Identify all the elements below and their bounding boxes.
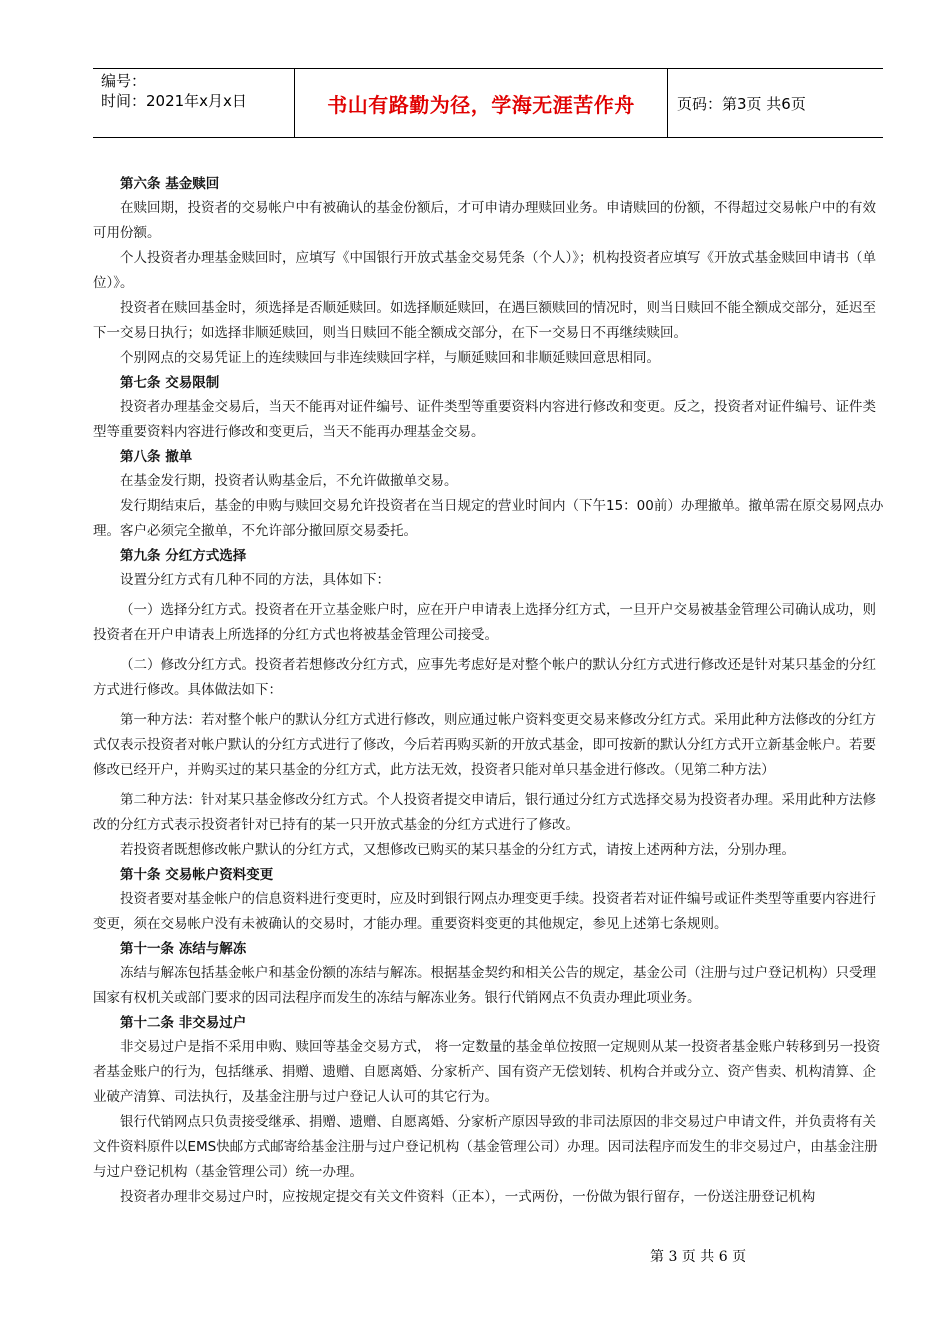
page-footer: 第 3 页 共 6 页 — [650, 1249, 747, 1265]
section-title: 第七条 交易限制 — [120, 375, 220, 391]
paragraph: 在赎回期，投资者的交易帐户中有被确认的基金份额后，才可申请办理赎回业务。申请赎回的份额，不得超过交易帐户中的有效可用份额。 — [93, 200, 876, 241]
paragraph: 若投资者既想修改帐户默认的分红方式，又想修改已购买的某只基金的分红方式，请按上述两种方法，分别办理。 — [120, 842, 795, 858]
section-title: 第十条 交易帐户资料变更 — [120, 867, 274, 883]
paragraph: 在基金发行期，投资者认购基金后，不允许做撤单交易。 — [120, 473, 458, 489]
paragraph: 发行期结束后，基金的申购与赎回交易允许投资者在当日规定的营业时间内（下午15：00前）办理撤单。撤单需在原交易网点办理。客户必须完全撤单，不允许部分撤回原交易委托。 — [93, 498, 884, 539]
paragraph: 投资者在赎回基金时，须选择是否顺延赎回。如选择顺延赎回，在遇巨额赎回的情况时，则当日赎回不能全额成交部分，延迟至下一交易日执行；如选择非顺延赎回，则当日赎回不能全额成交部分，在下一交易日不再继续赎回。 — [93, 300, 876, 341]
paragraph: 个别网点的交易凭证上的连续赎回与非连续赎回字样，与顺延赎回和非顺延赎回意思相同。 — [120, 350, 660, 366]
paragraph: 第二种方法：针对某只基金修改分红方式。个人投资者提交申请后，银行通过分红方式选择交易为投资者办理。采用此种方法修改的分红方式表示投资者针对已持有的某一只开放式基金的分红方式进行了修改。 — [93, 792, 876, 833]
section-title: 第六条 基金赎回 — [120, 176, 220, 192]
paragraph: 非交易过户是指不采用申购、赎回等基金交易方式， 将一定数量的基金单位按照一定规则从某一投资者基金账户转移到另一投资者基金账户的行为，包括继承、捐赠、遗赠、自愿离婚、分家析产、国有资产无偿划转、机构合并或分立、资产售卖、机构清算、企业破产清算、司法执行，及基金注册与过户登记人认可的其它行为。 — [93, 1039, 881, 1105]
paragraph: 设置分红方式有几种不同的方法，具体如下： — [120, 572, 390, 588]
paragraph: 投资者要对基金帐户的信息资料进行变更时，应及时到银行网点办理变更手续。投资者若对证件编号或证件类型等重要内容进行变更，须在交易帐户没有未被确认的交易时，才能办理。重要资料变更的其他规定，参见上述第七条规则。 — [93, 891, 876, 932]
paragraph: 银行代销网点只负责接受继承、捐赠、遗赠、自愿离婚、分家析产原因导致的非司法原因的非交易过户申请文件，并负责将有关文件资料原件以EMS快邮方式邮寄给基金注册与过户登记机构（基金管理公司）办理。因司法程序而发生的非交易过户，由基金注册与过户登记机构（基金管理公司）统一办理。 — [93, 1114, 878, 1180]
paragraph: （一）选择分红方式。投资者在开立基金账户时，应在开户申请表上选择分红方式，一旦开户交易被基金管理公司确认成功，则投资者在开户申请表上所选择的分红方式也将被基金管理公司接受。 — [93, 602, 876, 643]
document-body — [93, 172, 885, 1210]
paragraph: 个人投资者办理基金赎回时，应填写《中国银行开放式基金交易凭条（个人）》；机构投资者应填写《开放式基金赎回申请书（单位）》。 — [93, 250, 876, 291]
paragraph: 第一种方法：若对整个帐户的默认分红方式进行修改，则应通过帐户资料变更交易来修改分红方式。采用此种方法修改的分红方式仅表示投资者对帐户默认的分红方式进行了修改，今后若再购买新的开放式基金，即可按新的默认分红方式开立新基金帐户。若要修改已经开户，并购买过的某只基金的分红方式，此方法无效，投资者只能对单只基金进行修改。（见第二种方法） — [93, 712, 876, 778]
section-title: 第十二条 非交易过户 — [120, 1015, 247, 1031]
document-number: 编号： — [101, 72, 147, 90]
paragraph: 投资者办理基金交易后，当天不能再对证件编号、证件类型等重要资料内容进行修改和变更。反之，投资者对证件编号、证件类型等重要资料内容进行修改和变更后，当天不能再办理基金交易。 — [93, 399, 876, 440]
paragraph: （二）修改分红方式。投资者若想修改分红方式，应事先考虑好是对整个帐户的默认分红方式进行修改还是针对某只基金的分红方式进行修改。具体做法如下： — [93, 657, 876, 698]
header-meta — [101, 71, 291, 111]
section-title: 第十一条 冻结与解冻 — [120, 941, 247, 957]
header-page-number: 页码：第3页 共6页 — [677, 94, 806, 113]
paragraph: 冻结与解冻包括基金帐户和基金份额的冻结与解冻。根据基金契约和相关公告的规定，基金公司（注册与过户登记机构）只受理国家有权机关或部门要求的因司法程序而发生的冻结与解冻业务。银行代销网点不负责办理此项业务。 — [93, 965, 876, 1006]
page-header — [93, 68, 883, 138]
section-title: 第九条 分红方式选择 — [120, 548, 247, 564]
paragraph: 投资者办理非交易过户时，应按规定提交有关文件资料（正本），一式两份，一份做为银行留存，一份送注册登记机构 — [120, 1189, 816, 1205]
header-motto: 书山有路勤为径，学海无涯苦作舟 — [294, 69, 668, 137]
document-time: 时间：2021年x月x日 — [101, 92, 247, 110]
section-title: 第八条 撤单 — [120, 449, 193, 465]
